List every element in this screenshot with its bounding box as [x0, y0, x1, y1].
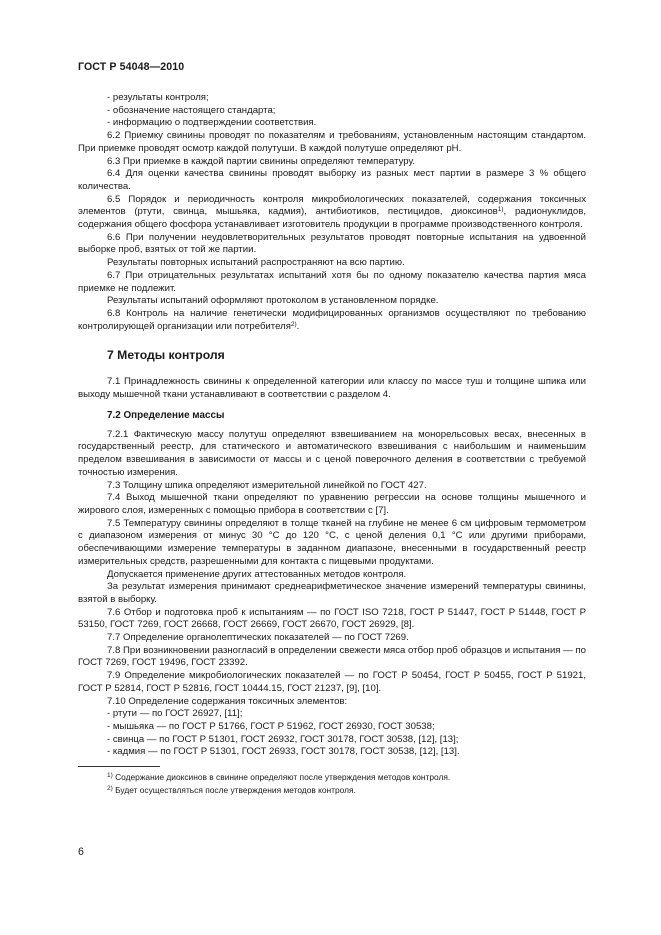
footnote-ref-1: 1) — [497, 206, 504, 214]
paragraph-6-8-end: . — [296, 320, 300, 332]
footnote-mark-1: 1) — [107, 772, 113, 780]
paragraph-7-10: 7.10 Определение содержания токсичных элементов: — [107, 695, 348, 707]
paragraph-6-8-text: 6.8 Контроль на наличие генетически модифицированных организмов осуществляют по требованию контролирующей организации или потребителя — [78, 307, 586, 332]
paragraph-7-5: 7.5 Температуру свинины определяют в толще тканей на глубине не менее 6 см цифровым термометром с диапазоном измерения от минус 30 °С до 120 °С, с ценой деления 0,1 °С или другими приборами, обеспечивающими измерение температуры в заданном диапазоне, внесенными в государственный реестр измерительных средств, разрешенными для контакта с пищевыми продуктами. — [78, 517, 586, 567]
paragraph-7-6: 7.6 Отбор и подготовка проб к испытаниям — по ГОСТ ISO 7218, ГОСТ Р 51447, ГОСТ Р 51448, ГОСТ Р 53150, ГОСТ 7269, ГОСТ 26668, ГОСТ 26669, ГОСТ 26670, ГОСТ 26929, [8]. — [78, 606, 586, 631]
list-item: - свинца — по ГОСТ Р 51301, ГОСТ 26932, ГОСТ 30178, ГОСТ 30538, [12], [13]; — [107, 733, 459, 745]
footnote-1-text: Содержание диоксинов в свинине определяют после утверждения методов контроля. — [112, 772, 451, 783]
standard-header: ГОСТ Р 54048—2010 — [78, 61, 185, 73]
list-item: - мышьяка — по ГОСТ Р 51766, ГОСТ Р 51962, ГОСТ 26930, ГОСТ 30538; — [107, 720, 435, 732]
footnote-mark-2: 2) — [107, 785, 113, 793]
footnote-1 — [107, 771, 586, 783]
section-heading-7: 7 Методы контроля — [107, 348, 225, 363]
paragraph-6-2: 6.2 Приемку свинины проводят по показателям и требованиям, установленным настоящим стандартом. При приемке проводят осмотр каждой полутуши. В каждой полутуше определяют рН. — [78, 130, 586, 154]
paragraph-6-5-text-cont: , радионуклидов, содержания общего фосфора устанавливает изготовитель продукции в программе производственного контроля. — [78, 206, 586, 231]
paragraph-7-5-result: За результат измерения принимают среднеарифметическое значение измерений температуры свинины, взятой в выборку. — [78, 581, 586, 605]
footnote-2 — [107, 784, 586, 796]
paragraph-7-3: 7.3 Толщину шпика определяют измерительной линейкой по ГОСТ 427. — [107, 479, 427, 491]
paragraph-7-1: 7.1 Принадлежность свинины к определенной категории или классу по массе туш и толщине шпика или выходу мышечной ткани устанавливают в соответствии с разделом 4. — [78, 376, 586, 401]
paragraph-6-6-note: Результаты повторных испытаний распространяют на всю партию. — [107, 257, 405, 269]
paragraph-7-7: 7.7 Определение органолептических показателей — по ГОСТ 7269. — [107, 632, 409, 644]
paragraph-6-6: 6.6 При получении неудовлетворительных результатов проводят повторные испытания на удвоенной выборке проб, взятых от той же партии. — [78, 231, 586, 256]
page-number: 6 — [78, 846, 84, 858]
list-item: - ртути — по ГОСТ 26927, [11]; — [107, 708, 243, 720]
list-item: - обозначение настоящего стандарта; — [107, 104, 276, 116]
paragraph-6-4: 6.4 Для оценки качества свинины проводят выборку из разных мест партии в размере 3 % общего количества. — [78, 168, 586, 192]
list-item: - результаты контроля; — [107, 92, 209, 103]
footnote-ref-2: 2) — [290, 320, 297, 328]
paragraph-7-9: 7.9 Определение микробиологических показателей — по ГОСТ Р 50454, ГОСТ Р 50455, ГОСТ Р 51921, ГОСТ Р 52814, ГОСТ Р 52816, ГОСТ 10444.15, ГОСТ 21237, [9], [10]. — [78, 670, 586, 694]
footnote-2-text: Будет осуществляться после утверждения методов контроля. — [112, 785, 356, 796]
paragraph-6-5 — [78, 194, 586, 232]
paragraph-7-8: 7.8 При возникновении разногласий в определении свежести мяса отбор проб образцов и испытания — по ГОСТ 7269, ГОСТ 19496, ГОСТ 23392. — [78, 644, 586, 669]
subsection-heading-7-2: 7.2 Определение массы — [107, 409, 225, 421]
paragraph-7-4: 7.4 Выход мышечной ткани определяют по уравнению регрессии на основе толщины мышечного и жирового слоя, измеренных с помощью прибора в соответствии с [7]. — [78, 492, 586, 516]
list-item: - информацию о подтверждении соответствия. — [107, 117, 317, 129]
paragraph-6-8 — [78, 308, 586, 333]
paragraph-6-5-text: 6.5 Порядок и периодичность контроля микробиологических показателей, содержания токсичных элементов (ртути, свинца, мышьяка, кадмия), антибиотиков, пестицидов, диоксинов — [78, 193, 586, 218]
paragraph-7-2-1: 7.2.1 Фактическую массу полутуш определяют взвешиванием на монорельсовых весах, внесенных в государственный реестр, для статического и автоматического взвешивания с наибольшим и наименьшим пределом взвешивания в зависимости от массы и с ценой поверочного деления в соответствии с требуемой точностью измерения. — [78, 428, 586, 478]
document-body — [78, 92, 586, 797]
list-item: - кадмия — по ГОСТ Р 51301, ГОСТ 26933, ГОСТ 30178, ГОСТ 30538, [12], [13]. — [107, 746, 460, 758]
paragraph-6-7-note: Результаты испытаний оформляют протоколом в установленном порядке. — [107, 295, 439, 307]
paragraph-6-3: 6.3 При приемке в каждой партии свинины определяют температуру. — [107, 155, 416, 167]
footnote-divider — [78, 766, 160, 767]
paragraph-7-5-note: Допускается применение других аттестованных методов контроля. — [107, 568, 407, 580]
paragraph-6-7: 6.7 При отрицательных результатах испытаний хотя бы по одному показателю качества партия мяса приемке не подлежит. — [78, 269, 586, 294]
